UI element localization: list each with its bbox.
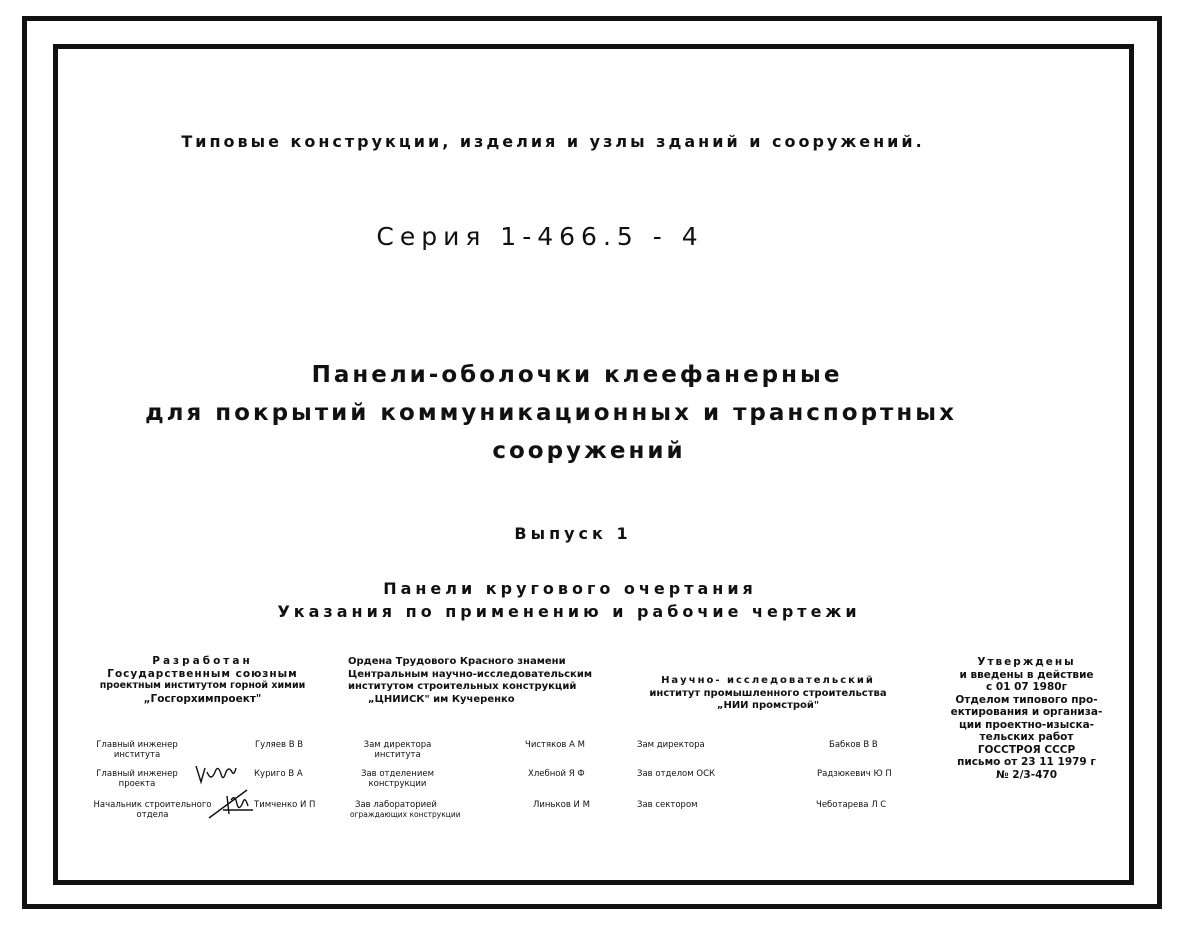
developer-line3: „Госгорхимпроект" <box>143 692 262 705</box>
series-number: Серия 1-466.5 - 4 <box>376 222 704 251</box>
approval-line10: № 2/3-470 <box>995 768 1057 781</box>
approval-line7: тельских работ <box>979 731 1074 743</box>
col3-position-2: Зав отделом ОСК <box>637 769 716 779</box>
col3-name-2: Радзюкевич Ю П <box>817 769 892 779</box>
developer-line2: проектным институтом горной химии <box>99 680 306 691</box>
org3-line3: „НИИ промстрой" <box>716 700 820 711</box>
col2-position-1-line1: Зам директора <box>363 740 432 750</box>
org2-line3: институтом строительных конструкций <box>348 681 577 692</box>
approval-line9: письмо от 23 11 1979 г <box>957 756 1096 768</box>
approval-line1: Утверждены <box>977 656 1076 668</box>
approval-block <box>944 656 1109 781</box>
issue-number: Выпуск 1 <box>514 524 632 543</box>
approval-line3: с 01 07 1980г <box>985 681 1068 693</box>
col1-position-2-line2: проекта <box>118 779 156 789</box>
org2-line4: „ЦНИИСК" им Кучеренко <box>368 693 515 705</box>
col2-position-3-line1: Зав лабораторией <box>355 800 437 810</box>
col2-name-1: Чистяков А М <box>525 740 585 750</box>
approval-line8: ГОССТРОЯ СССР <box>977 743 1076 756</box>
developer-block <box>80 655 325 705</box>
col1-position-3 <box>80 800 225 820</box>
col2-name-2: Хлебной Я Ф <box>528 769 585 779</box>
approval-line5: ектирования и организа- <box>950 706 1103 718</box>
col1-position-1-line2: института <box>113 750 161 760</box>
col2-position-1 <box>350 740 445 760</box>
main-title-line2: для покрытий коммуникационных и транспортных <box>145 400 957 426</box>
developer-line1: Государственным союзным <box>107 667 298 680</box>
col1-name-3: Тимченко И П <box>254 800 316 810</box>
col2-position-3 <box>350 800 485 820</box>
col1-position-2 <box>82 769 192 789</box>
col1-name-2: Куриго В А <box>254 769 303 779</box>
top-title: Типовые конструкции, изделия и узлы зданий и сооружений. <box>181 132 925 151</box>
col2-position-2-line2: конструкции <box>368 779 427 789</box>
org3-line2: институт промышленного строительства <box>649 687 887 699</box>
col3-position-3: Зав сектором <box>637 800 698 810</box>
main-title-line3: сооружений <box>492 438 686 464</box>
col2-position-2-line1: Зав отделением <box>360 769 434 779</box>
org2-line2: Центральным научно-исследовательским <box>348 668 593 680</box>
org2-block <box>348 656 613 706</box>
col2-name-3: Линьков И М <box>533 800 590 810</box>
col1-position-1 <box>82 740 192 760</box>
col2-position-2 <box>350 769 445 789</box>
col2-position-3-line2: ограждающих конструкции <box>350 810 461 819</box>
col1-name-1: Гуляев В В <box>255 740 304 750</box>
col2-position-1-line2: института <box>374 750 421 760</box>
subtitle-line2: Указания по применению и рабочие чертежи <box>277 602 861 621</box>
developer-heading: Разработан <box>152 655 253 667</box>
subtitle-line1: Панели кругового очертания <box>383 579 757 598</box>
approval-line4: Отделом типового про- <box>955 693 1098 706</box>
col1-position-3-line1: Начальник строительного <box>93 800 212 810</box>
signature-mark-2 <box>207 786 255 820</box>
col1-position-3-line2: отдела <box>136 810 169 820</box>
col3-name-3: Чеботарева Л С <box>816 800 887 810</box>
approval-line2: и введены в действие <box>959 668 1094 681</box>
org2-line1: Ордена Трудового Красного знамени <box>348 656 566 667</box>
org3-line1: Научно- исследовательский <box>661 675 875 686</box>
col1-position-1-line1: Главный инженер <box>96 740 178 750</box>
approval-line6: ции проектно-изыска- <box>958 718 1095 731</box>
col1-position-2-line1: Главный инженер <box>96 769 178 779</box>
col3-position-1: Зам директора <box>637 740 705 750</box>
signature-mark-1 <box>193 760 241 786</box>
main-title-line1: Панели-оболочки клеефанерные <box>311 362 843 388</box>
org3-block <box>633 675 903 713</box>
col3-name-1: Бабков В В <box>829 740 878 750</box>
